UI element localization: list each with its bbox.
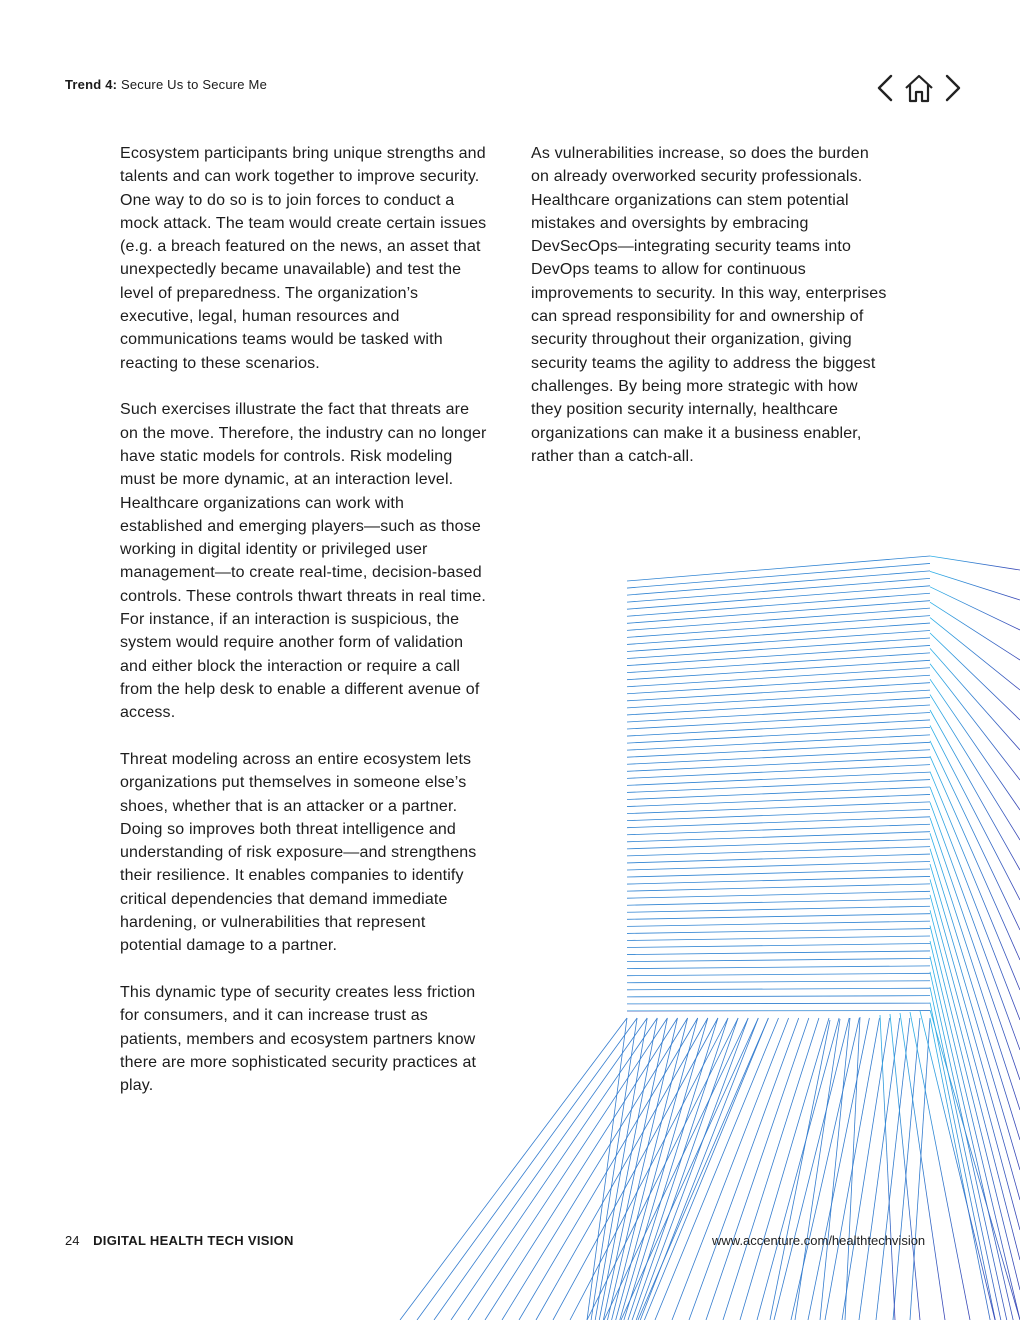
- chevron-left-icon[interactable]: [872, 71, 900, 105]
- page-number: 24: [65, 1233, 80, 1248]
- paragraph: Ecosystem participants bring unique strengths and talents and can work together to improve security. One way to do so is to join forces to conduct a mock attack. The team would create certain issues (e.g. a breach featured on the news, an asset that unexpectedly became unavailable) and test the level of preparedness. The organization’s executive, legal, human resources and communications teams would be tasked with reacting to these scenarios.: [120, 145, 487, 372]
- paragraph: Threat modeling across an entire ecosystem lets organizations put themselves in someone else’s shoes, whether that is an attacker or a partner. Doing so improves both threat intelligence and understanding of risk exposure—and strengthens their resilience. It enables companies to identify critical dependencies that demand immediate hardening, or vulnerabilities that represent potential damage to a partner.: [120, 750, 477, 955]
- home-icon[interactable]: [903, 71, 935, 105]
- page-footer: [65, 1233, 294, 1248]
- publication-title: DIGITAL HEALTH TECH VISION: [93, 1233, 294, 1248]
- paragraph: Such exercises illustrate the fact that threats are on the move. Therefore, the industry can no longer have static models for controls. Risk modeling must be more dynamic, at an interaction level. Healthcare organizations can work with established and emerging players—such as those working in digital identity or privileged user management—to create real-time, decision-based controls. These controls thwart threats in real time. For instance, if an interaction is suspicious, the system would require another form of validation and either block the interaction or require a call from the help desk to enable a different avenue of access.: [120, 401, 487, 722]
- body-column-left: [120, 142, 490, 1121]
- body-column-right: [531, 142, 891, 492]
- section-header: [65, 77, 267, 92]
- footer-url-link[interactable]: www.accenture.com/healthtechvision: [712, 1233, 926, 1248]
- paragraph: As vulnerabilities increase, so does the burden on already overworked security professionals. Healthcare organizations can stem potential mistakes and oversights by embracing DevSecOps—integrating security teams into DevOps teams to allow for continuous improvements to security. In this way, enterprises can spread responsibility for and ownership of security throughout their organization, giving security teams the agility to address the biggest challenges. By being more strategic with how they position security internally, healthcare organizations can make it a business enabler, rather than a catch-all.: [531, 145, 887, 465]
- building-grid: [627, 556, 930, 1018]
- chevron-right-icon[interactable]: [938, 71, 966, 105]
- trend-title: Secure Us to Secure Me: [120, 77, 268, 92]
- trend-label: Trend 4:: [65, 77, 118, 92]
- paragraph: This dynamic type of security creates less friction for consumers, and it can increase trust as patients, members and ecosystem partners know there are more sophisticated security practices at play.: [120, 983, 477, 1095]
- page-navigation: [872, 70, 966, 106]
